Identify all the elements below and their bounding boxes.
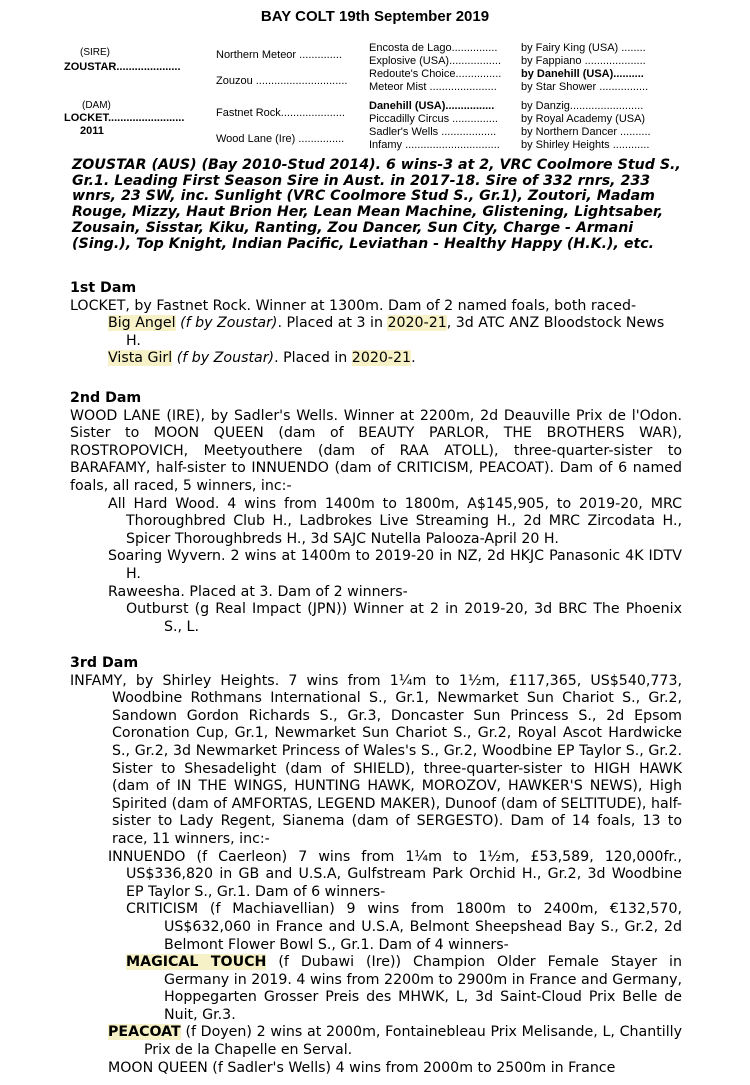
gen4-6: by Royal Academy (USA) — [521, 113, 646, 125]
first-dam-section — [70, 280, 682, 368]
gen3-8: Infamy ............................... — [369, 139, 500, 151]
gen3-7: Sadler's Wells .................. — [369, 126, 497, 138]
sire-summary: ZOUSTAR (AUS) (Bay 2010-Stud 2014). 6 wins-3 at 2, VRC Coolmore Stud S., Gr.1. Leading First Season Sire in Aust. in 2017-18. Sire of 332 rnrs, 233 wnrs, 23 SW, inc. Sunlight (VRC Coolmore Stud S., Gr.1), Zoutori, Madam Rouge, Mizzy, Haut Brion Her, Lean Mean Machine, Glistening, Lightsaber, Zousain, Sisstar, Kiku, Ranting, Zou Dancer, Sun City, Charge - Armani (Sing.), Top Knight, Indian Pacific, Leviathan - Healthy Happy (H.K.), etc. — [72, 157, 681, 252]
third-dam-runner-1: INNUENDO (f Caerleon) 7 wins from 1¼m to 1½m, £53,589, 120,000fr., US$336,820 in GB and U.S.A, Gulfstream Park Orchid H., Gr.2, 3d Woodbine EP Taylor S., Gr.1. Dam of 6 winners- — [108, 848, 682, 900]
foal-name: Vista Girl — [108, 350, 173, 367]
foal-text: . — [411, 350, 416, 367]
gen3-6: Piccadilly Circus ............... — [369, 113, 498, 125]
runner-text: (f Dubawi (Ire)) Champion Older Female Stayer in Germany in 2019. 4 wins from 2200m to 2900m in France and Germany, Hoppegarten Grosser Preis des MHWK, L, 3d Saint-Cloud Prix Belle de Nuit, Gr.3. — [164, 954, 682, 1023]
sire-role: (SIRE) — [80, 47, 110, 58]
gen4-5: by Danzig........................ — [521, 100, 644, 112]
gen4-7: by Northern Dancer .......... — [521, 126, 651, 138]
second-dam-section — [70, 390, 682, 636]
foal-sire: (f by Zoustar) — [180, 315, 278, 332]
third-dam-runner-3 — [70, 954, 682, 1024]
dam-name: LOCKET......................... — [64, 112, 185, 124]
second-dam-heading: 2nd Dam — [70, 390, 142, 406]
gen3-4: Meteor Mist ...................... — [369, 81, 497, 93]
second-dam-runner-1: All Hard Wood. 4 wins from 1400m to 1800m, A$145,905, to 2019-20, MRC Thoroughbred Club H., Ladbrokes Live Streaming H., 2d MRC Zircodata H., Spicer Thoroughbreds H., 3d SAJC Nutella Palooza-April 20 H. — [108, 495, 682, 547]
third-dam-section — [70, 655, 682, 1077]
runner-text: (f Doyen) 2 wins at 2000m, Fontainebleau Prix Melisande, L, Chantilly Prix de la Chapelle en Serval. — [144, 1024, 682, 1059]
first-dam-heading: 1st Dam — [70, 280, 137, 296]
third-dam-runner-4 — [70, 1024, 682, 1059]
gen3-3: Redoute's Choice............... — [369, 68, 502, 80]
runner-name: PEACOAT — [108, 1024, 181, 1041]
sire-name: ZOUSTAR..................... — [64, 61, 181, 73]
second-dam-runner-4: Outburst (g Real Impact (JPN)) Winner at 2 in 2019-20, 3d BRC The Phoenix S., L. — [126, 601, 682, 635]
second-dam-runner-2: Soaring Wyvern. 2 wins at 1400m to 2019-20 in NZ, 2d HKJC Panasonic 4K IDTV H. — [108, 548, 682, 582]
foal-name: Big Angel — [108, 315, 176, 332]
foal-sire: (f by Zoustar) — [176, 350, 275, 367]
gen3-2: Explosive (USA)................. — [369, 55, 502, 67]
runner-name: MAGICAL TOUCH — [126, 954, 267, 971]
dam-role: (DAM) — [82, 100, 111, 111]
gen4-4: by Star Shower ................ — [521, 81, 649, 93]
second-dam-text: WOOD LANE (IRE), by Sadler's Wells. Winner at 2200m, 2d Deauville Prix de l'Odon. Sister to MOON QUEEN (dam of BEAUTY PARLOR, THE BROTHERS WAR), ROSTROPOVICH, Meetyouthere (dam of RAA ATOLL), three-quarter-sister to BARAFAMY, half-sister to INNUENDO (dam of CRITICISM, PEACOAT). Dam of 6 named foals, all raced, 5 winners, inc:- — [70, 407, 682, 494]
sire-sire: Northern Meteor .............. — [216, 49, 342, 61]
sire-dam: Zouzou .............................. — [216, 75, 348, 87]
gen4-2: by Fappiano .................... — [521, 55, 646, 67]
third-dam-heading: 3rd Dam — [70, 655, 139, 671]
third-dam-text: INFAMY, by Shirley Heights. 7 wins from 1¼m to 1½m, £117,365, US$540,773, Woodbine Rothmans International S., Gr.1, Newmarket Sun Chariot S., Gr.2, Sandown Gordon Richards S., Gr.3, Doncaster Sun Princess S., 2d Epsom Coronation Cup, Gr.1, Newmarket Sun Chariot S., Gr.2, Royal Ascot Hardwicke S., Gr.2, 3d Newmarket Princess of Wales's S., Gr.2, Woodbine EP Taylor S., Gr.2. Sister to Shesadelight (dam of SHIELD), three-quarter-sister to HIGH HAWK (dam of IN THE WINGS, HUNTING HAWK, MOROZOV, HAWKER'S NEWS), High Spirited (dam of AMFORTAS, LEGEND MAKER), Dunoof (dam of SELTITUDE), half-sister to Lady Regent, Sianema (dam of SERGESTO). Dam of 14 foals, 13 to race, 11 winners, inc:- — [70, 672, 682, 847]
first-dam-text: LOCKET, by Fastnet Rock. Winner at 1300m. Dam of 2 named foals, both raced- — [70, 297, 637, 314]
dam-year: 2011 — [80, 125, 104, 137]
gen4-8: by Shirley Heights ............ — [521, 139, 650, 151]
foal-text: . Placed in — [274, 350, 352, 367]
gen4-3: by Danehill (USA).......... — [521, 68, 644, 80]
dam-sire: Fastnet Rock..................... — [216, 107, 345, 119]
dam-dam: Wood Lane (Ire) ............... — [216, 133, 345, 145]
foal-season: 2020-21 — [387, 315, 447, 332]
foal-text: . Placed at 3 in — [277, 315, 388, 332]
gen3-1: Encosta de Lago............... — [369, 42, 498, 54]
first-dam-foal-1 — [70, 315, 682, 350]
third-dam-runner-2: CRITICISM (f Machiavellian) 9 wins from 1800m to 2400m, €132,570, US$632,060 in France and U.S.A, Belmont Sheepshead Bay S., Gr.2, 2d Belmont Flower Bowl S., Gr.1. Dam of 4 winners- — [126, 901, 682, 953]
page-title: BAY COLT 19th September 2019 — [260, 8, 490, 25]
gen4-1: by Fairy King (USA) ........ — [521, 42, 646, 54]
third-dam-runner-5: MOON QUEEN (f Sadler's Wells) 4 wins from 2000m to 2500m in France — [108, 1059, 616, 1076]
first-dam-foal-2 — [70, 350, 682, 368]
foal-season: 2020-21 — [351, 350, 412, 367]
foal-text: , 3d ATC ANZ Bloodstock News H. — [126, 315, 665, 349]
second-dam-runner-3: Raweesha. Placed at 3. Dam of 2 winners- — [108, 583, 408, 600]
gen3-5: Danehill (USA)................ — [369, 100, 495, 112]
